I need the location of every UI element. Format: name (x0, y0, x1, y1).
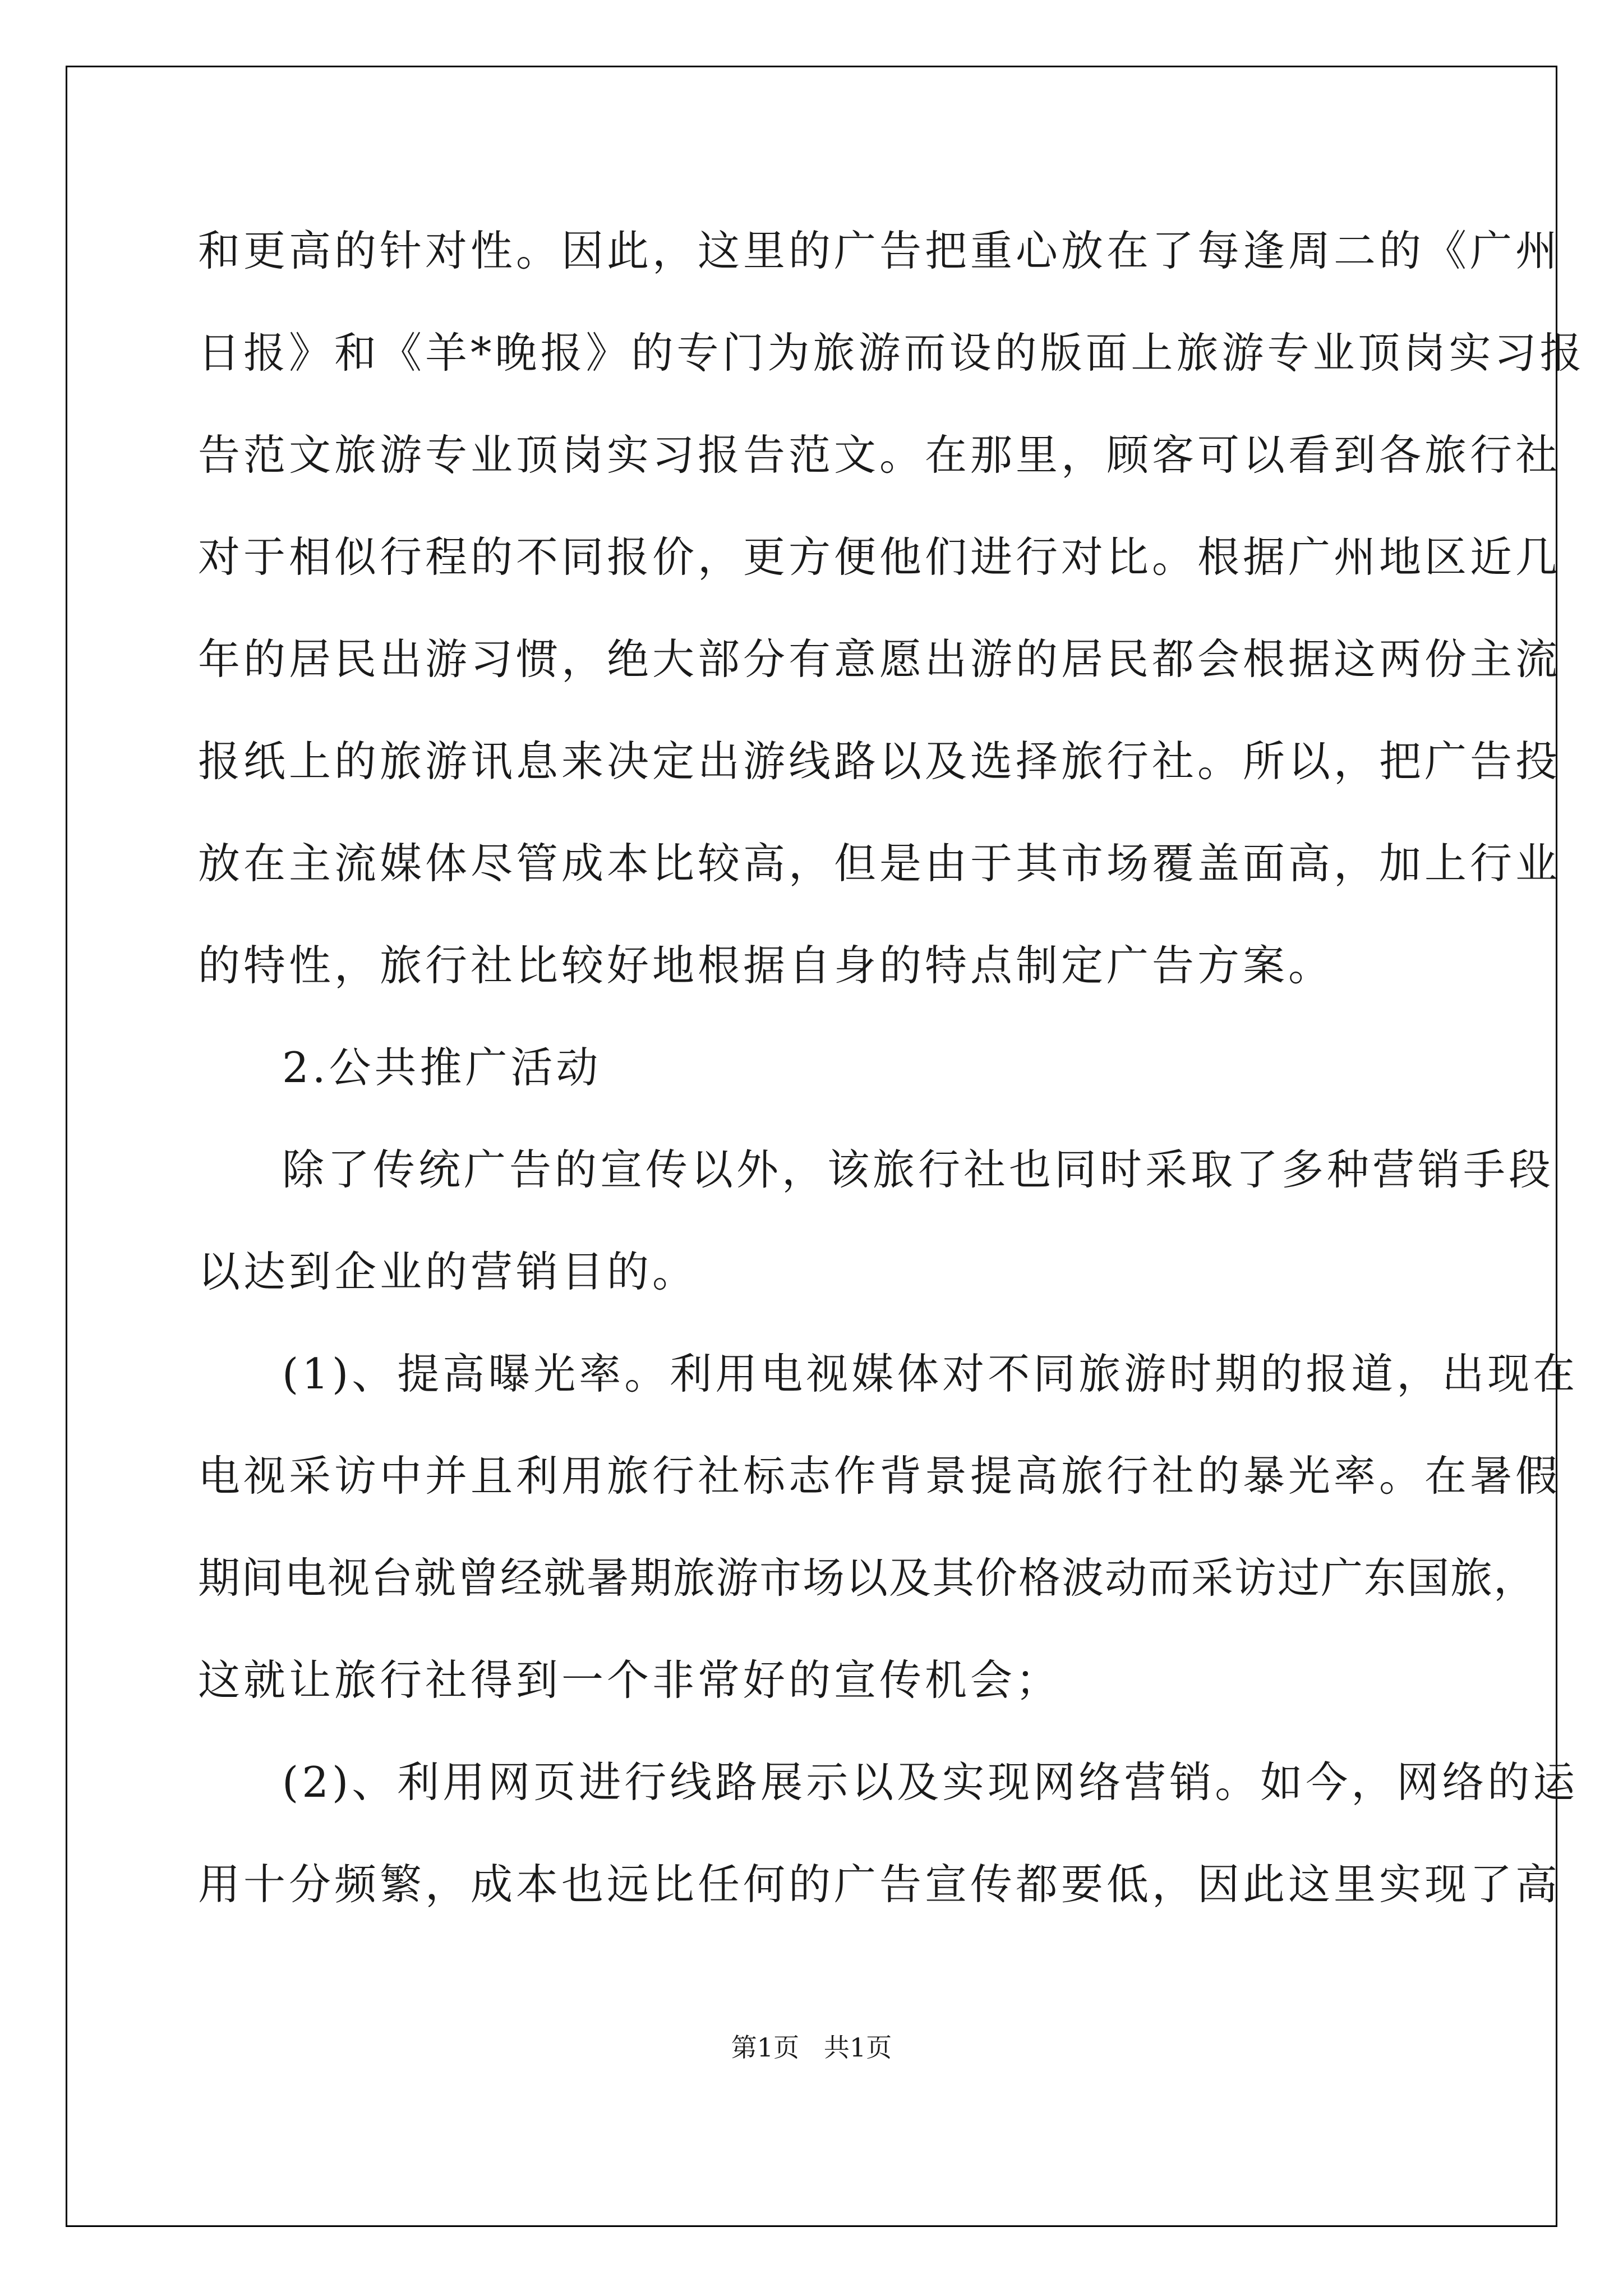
text-line: 对于相似行程的不同报价，更方便他们进行对比。根据广州地区近几 (198, 532, 1561, 582)
text-line: 期间电视台就曾经就暑期旅游市场以及其价格波动而采访过广东国旅， (198, 1553, 1537, 1603)
paragraph-advertising-focus (198, 209, 1585, 1025)
text-line: 电视采访中并且利用旅行社标志作背景提高旅行社的暴光率。在暑假 (198, 1451, 1561, 1501)
text-line: 以达到企业的营销目的。 (198, 1247, 698, 1296)
text-line: 日报》和《羊*晚报》的专门为旅游而设的版面上旅游专业顶岗实习报 (198, 328, 1585, 378)
text-line: 年的居民出游习惯，绝大部分有意愿出游的居民都会根据这两份主流 (198, 634, 1561, 684)
text-line: (2)、利用网页进行线路展示以及实现网络营销。如今，网络的运 (282, 1757, 1579, 1807)
text-line: 告范文旅游专业顶岗实习报告范文。在那里，顾客可以看到各旅行社 (198, 430, 1561, 480)
text-line: 这就让旅行社得到一个非常好的宣传机会； (198, 1655, 1062, 1705)
text-line: 的特性，旅行社比较好地根据自身的特点制定广告方案。 (198, 941, 1334, 990)
paragraph-web-marketing (198, 1740, 1579, 1944)
heading-public-promotion: 2.公共推广活动 (282, 1043, 602, 1092)
text-line: 和更高的针对性。因此，这里的广告把重心放在了每逢周二的《广州 (198, 226, 1561, 275)
text-line: 除了传统广告的宣传以外，该旅行社也同时采取了多种营销手段 (282, 1145, 1555, 1194)
text-line: 报纸上的旅游讯息来决定出游线路以及选择旅行社。所以，把广告投 (198, 737, 1561, 786)
paragraph-marketing-means (198, 1128, 1555, 1332)
document-body (198, 209, 1585, 1944)
paragraph-exposure (198, 1332, 1579, 1740)
text-line: 用十分频繁，成本也远比任何的广告宣传都要低，因此这里实现了高 (198, 1860, 1561, 1909)
page-number-footer: 第1页 共1页 (731, 2032, 892, 2063)
text-line: 放在主流媒体尽管成本比较高，但是由于其市场覆盖面高，加上行业 (198, 839, 1561, 888)
section-heading (198, 1025, 1426, 1128)
text-line: (1)、提高曝光率。利用电视媒体对不同旅游时期的报道，出现在 (282, 1349, 1579, 1398)
